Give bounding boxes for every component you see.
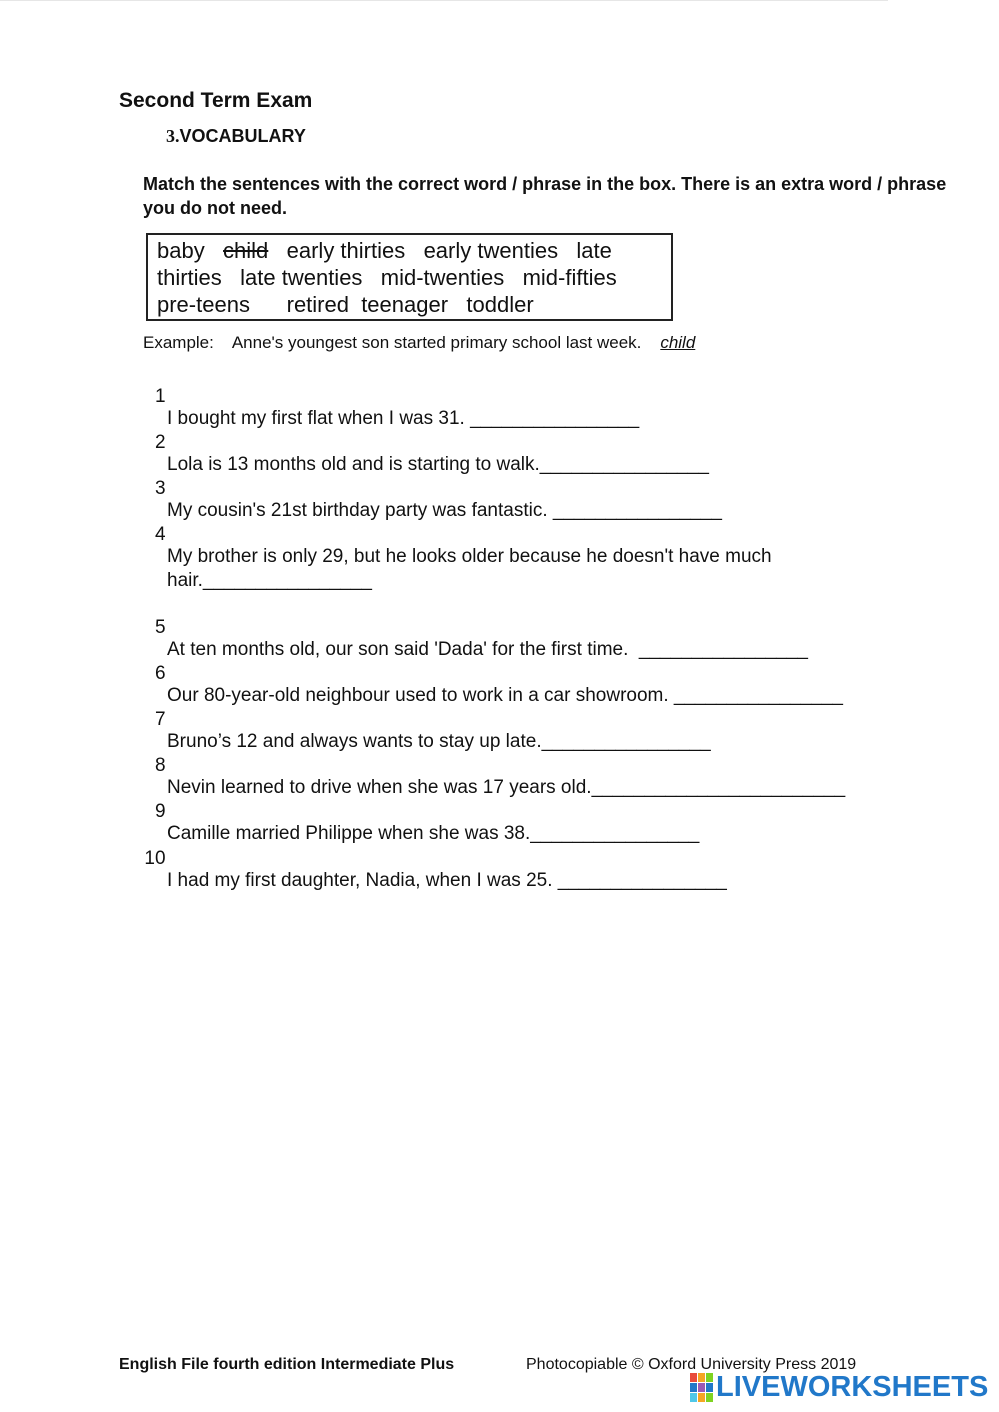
section-label: VOCABULARY (179, 126, 306, 146)
logo-tile (706, 1393, 713, 1402)
question-number: 3 (154, 478, 166, 499)
liveworksheets-logo[interactable] (690, 1372, 988, 1402)
logo-tile (706, 1383, 713, 1392)
footer-copyright: Photocopiable © Oxford University Press 2019 (526, 1356, 857, 1373)
word-box-line-2: thirties late twenties mid-twenties mid-fifties (157, 265, 617, 290)
question-number: 9 (154, 801, 166, 822)
question-number: 4 (154, 524, 166, 545)
question-number: 8 (154, 755, 166, 776)
instructions: Match the sentences with the correct word / phrase in the box. There is an extra word / phrase you do not need. (143, 174, 947, 218)
logo-tile (698, 1373, 705, 1382)
word-box-text: early thirties early twenties late (268, 238, 612, 263)
question-4-continuation (133, 548, 372, 592)
question-text: My brother is only 29, but he looks older because he doesn't have much (167, 546, 772, 567)
word-box-text: baby (157, 238, 224, 263)
question-number: 6 (154, 663, 166, 684)
question-number: 5 (154, 617, 166, 638)
logo-wordmark: LIVEWORKSHEETS (716, 1370, 989, 1403)
top-divider (0, 0, 888, 1)
example-label: Example: (143, 333, 214, 352)
question-text[interactable]: Our 80-year-old neighbour used to work in a car showroom. ________________ (167, 685, 843, 706)
word-box (146, 233, 673, 321)
question-number: 10 (144, 848, 166, 869)
question-text[interactable]: I had my first daughter, Nadia, when I was 25. ________________ (167, 870, 727, 891)
logo-tile (706, 1373, 713, 1382)
question-number: 7 (154, 709, 166, 730)
section-title (166, 126, 306, 147)
footer-book-title: English File fourth edition Intermediate Plus (119, 1356, 455, 1373)
question-text[interactable]: Camille married Philippe when she was 38.________________ (167, 823, 700, 844)
logo-tile (690, 1373, 697, 1382)
question-text[interactable]: I bought my first flat when I was 31. ________________ (167, 408, 640, 429)
word-box-line-3: pre-teens retired teenager toddler (157, 292, 534, 317)
logo-mark-icon (690, 1373, 713, 1402)
question-text[interactable]: Lola is 13 months old and is starting to walk.________________ (167, 454, 709, 475)
logo-tile (690, 1383, 697, 1392)
logo-tile (698, 1383, 705, 1392)
example (143, 333, 695, 353)
example-answer: child (660, 333, 696, 352)
question-text[interactable]: hair.________________ (167, 570, 372, 591)
logo-tile (698, 1393, 705, 1402)
question-text[interactable]: At ten months old, our son said 'Dada' for the first time. ________________ (167, 639, 808, 660)
exam-title: Second Term Exam (119, 89, 313, 112)
example-sentence: Anne's youngest son started primary school last week. (231, 333, 642, 352)
question-text[interactable]: Nevin learned to drive when she was 17 years old.________________________ (167, 777, 846, 798)
question-number: 1 (154, 386, 166, 407)
word-box-line-1 (157, 237, 671, 264)
logo-tile (690, 1393, 697, 1402)
question-number: 2 (154, 432, 166, 453)
question-text[interactable]: Bruno’s 12 and always wants to stay up late.________________ (167, 731, 711, 752)
section-number: 3. (166, 126, 180, 146)
struck-word: child (223, 238, 269, 263)
question-text[interactable]: My cousin's 21st birthday party was fantastic. ________________ (167, 500, 722, 521)
